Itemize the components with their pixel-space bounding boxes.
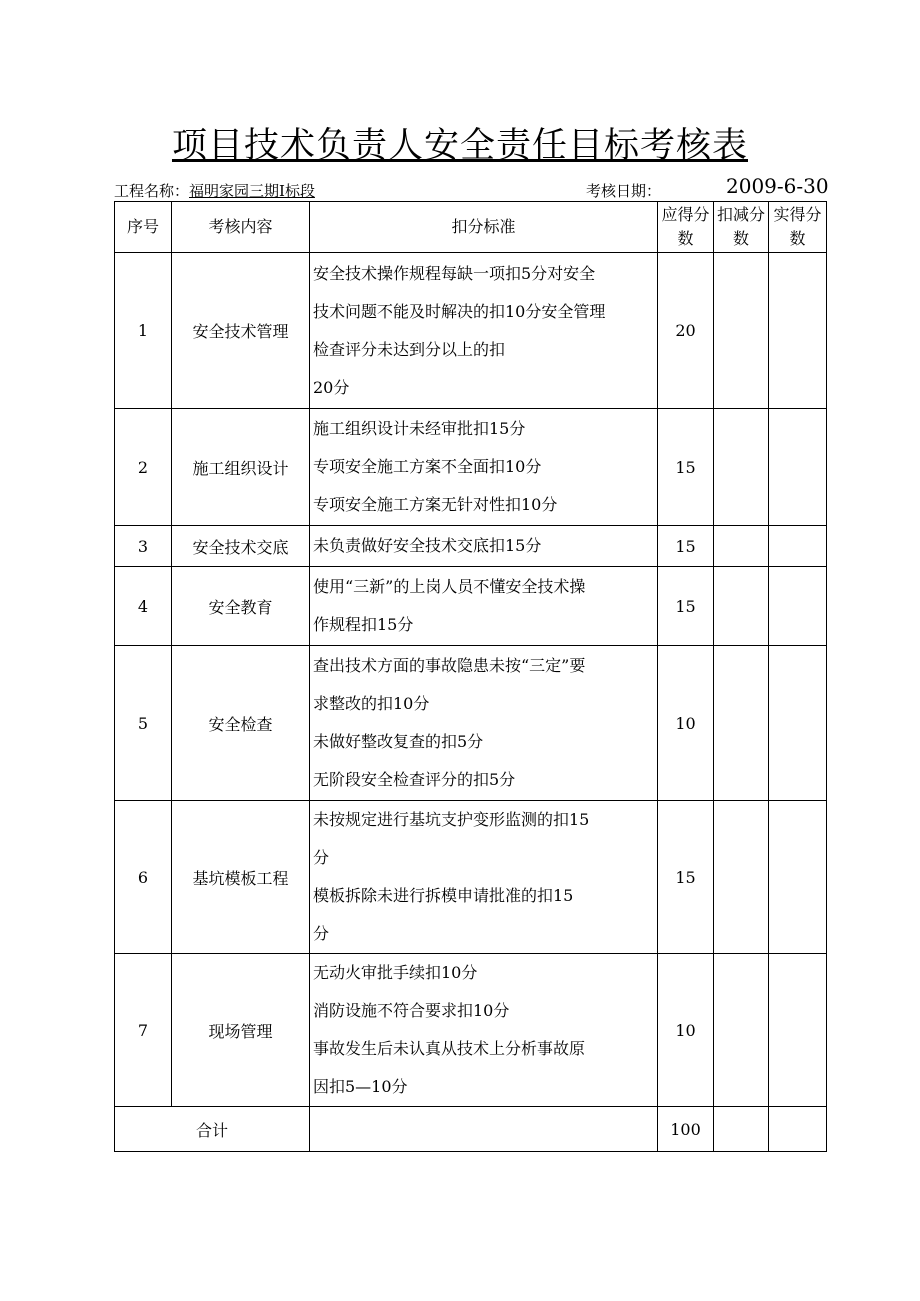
- row-seq: 2: [115, 409, 172, 526]
- total-row: [115, 1107, 827, 1152]
- criteria-line: 分: [313, 848, 330, 867]
- table-row: [115, 954, 827, 1107]
- table-row: [115, 567, 827, 646]
- row-criteria: [310, 567, 658, 646]
- criteria-line: 未按规定进行基坑支护变形监测的扣15: [313, 810, 590, 829]
- row-criteria: [310, 526, 658, 567]
- row-criteria: [310, 253, 658, 409]
- row-score: 15: [658, 526, 714, 567]
- project-label: 工程名称：: [114, 182, 190, 200]
- criteria-line: 20分: [313, 377, 350, 397]
- row-actual: [769, 526, 827, 567]
- criteria-line: 无动火审批手续扣10分: [313, 963, 478, 982]
- row-criteria: [310, 954, 658, 1107]
- assessment-date-label: 考核日期：: [586, 182, 662, 200]
- row-score: 15: [658, 567, 714, 646]
- table-row: [115, 801, 827, 954]
- header-deducted: 扣减分数: [714, 202, 769, 253]
- project-value: 福明家园三期Ⅰ标段: [189, 182, 315, 200]
- row-actual: [769, 567, 827, 646]
- total-criteria: [310, 1107, 658, 1152]
- criteria-line: 专项安全施工方案不全面扣10分: [313, 457, 542, 476]
- row-actual: [769, 646, 827, 801]
- row-content: 施工组织设计: [172, 409, 310, 526]
- criteria-line: 无阶段安全检查评分的扣5分: [313, 770, 516, 789]
- row-content: 安全检查: [172, 646, 310, 801]
- criteria-line: 技术问题不能及时解决的扣10分安全管理: [313, 301, 606, 321]
- criteria-line: 安全技术操作规程每缺一项扣5分对安全: [313, 263, 596, 283]
- criteria-line: 查出技术方面的事故隐患未按“三定”要: [313, 656, 586, 675]
- criteria-line: 未负责做好安全技术交底扣15分: [313, 536, 542, 555]
- row-seq: 4: [115, 567, 172, 646]
- total-label: 合计: [115, 1107, 310, 1152]
- row-score: 15: [658, 801, 714, 954]
- criteria-line: 专项安全施工方案无针对性扣10分: [313, 495, 558, 514]
- row-seq: 7: [115, 954, 172, 1107]
- total-score: 100: [658, 1107, 714, 1152]
- row-actual: [769, 801, 827, 954]
- row-criteria: [310, 646, 658, 801]
- row-deducted: [714, 253, 769, 409]
- row-deducted: [714, 954, 769, 1107]
- criteria-line: 事故发生后未认真从技术上分析事故原: [313, 1039, 586, 1058]
- table-row: [115, 646, 827, 801]
- criteria-line: 未做好整改复查的扣5分: [313, 732, 484, 751]
- criteria-line: 消防设施不符合要求扣10分: [313, 1001, 510, 1020]
- criteria-line: 求整改的扣10分: [313, 694, 430, 713]
- row-score: 20: [658, 253, 714, 409]
- table-row: [115, 526, 827, 567]
- criteria-line: 作规程扣15分: [313, 615, 414, 634]
- row-seq: 6: [115, 801, 172, 954]
- row-deducted: [714, 801, 769, 954]
- criteria-line: 施工组织设计未经审批扣15分: [313, 419, 526, 438]
- header-content: 考核内容: [172, 202, 310, 253]
- row-seq: 3: [115, 526, 172, 567]
- row-actual: [769, 954, 827, 1107]
- page-title: 项目技术负责人安全责任目标考核表: [171, 126, 748, 166]
- row-criteria: [310, 801, 658, 954]
- project-name: [114, 180, 315, 201]
- criteria-line: 检查评分未达到分以上的扣: [313, 339, 506, 359]
- total-deducted: [714, 1107, 769, 1152]
- header-seq: 序号: [115, 202, 172, 253]
- header-criteria: 扣分标准: [310, 202, 658, 253]
- row-criteria: [310, 409, 658, 526]
- row-content: 现场管理: [172, 954, 310, 1107]
- criteria-line: 因扣5—10分: [313, 1077, 408, 1096]
- row-deducted: [714, 526, 769, 567]
- criteria-line: 分: [313, 924, 330, 943]
- row-content: 基坑模板工程: [172, 801, 310, 954]
- criteria-line: 模板拆除未进行拆模申请批准的扣15: [313, 886, 574, 905]
- row-score: 15: [658, 409, 714, 526]
- total-actual: [769, 1107, 827, 1152]
- row-deducted: [714, 646, 769, 801]
- row-score: 10: [658, 954, 714, 1107]
- row-seq: 1: [115, 253, 172, 409]
- assessment-date-value: 2009-6-30: [726, 174, 829, 198]
- row-deducted: [714, 567, 769, 646]
- row-seq: 5: [115, 646, 172, 801]
- row-content: 安全教育: [172, 567, 310, 646]
- row-score: 10: [658, 646, 714, 801]
- row-content: 安全技术管理: [172, 253, 310, 409]
- table-row: [115, 253, 827, 409]
- criteria-line: 使用“三新”的上岗人员不懂安全技术操: [313, 577, 586, 596]
- header-due-score: 应得分数: [658, 202, 714, 253]
- row-actual: [769, 253, 827, 409]
- assessment-table: [114, 201, 827, 1152]
- header-actual: 实得分数: [769, 202, 827, 253]
- header-row: [115, 202, 827, 253]
- row-deducted: [714, 409, 769, 526]
- table-row: [115, 409, 827, 526]
- row-content: 安全技术交底: [172, 526, 310, 567]
- row-actual: [769, 409, 827, 526]
